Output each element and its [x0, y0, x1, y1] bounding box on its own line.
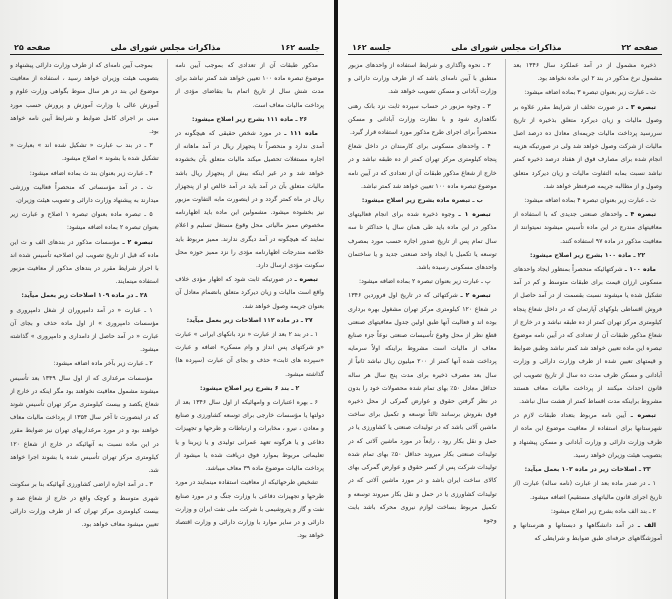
paragraph: [348, 100, 497, 140]
paragraph: [10, 181, 159, 207]
paragraph-text: وجوه ذخیره شده برای انجام فعالیتهای مذکور در این ماده باید طی همان سال یا حداکثر تا سه سال تمام پس از تاریخ صدور اجازه حسب مورد بمصرف توسعه یا تکمیل یا ایجاد واحد صنعتی جدید و یا ساختمان واحدهای مسکونی رسیده باشد.: [348, 211, 497, 272]
text-column: [175, 59, 324, 599]
paragraph-text: ۳ ـ در بند ب عبارت « تشکیل شده اند » بعبارت « تشکیل شده یا بشوند » اصلاح میشود.: [10, 142, 159, 163]
paragraph-text: ۴ ـ عبارت زیر بعنوان بند ث بماده اضافه میشود:: [29, 169, 153, 177]
paragraph: [513, 86, 662, 99]
page-header: [10, 38, 324, 55]
paragraph-text: در صورتیکه ثابت شود که اظهار مؤدی خلاف واقع است مالیات و زیان دیرکرد متعلق بانضمام معادل آن بعنوان جریمه وصول خواهد شد.: [175, 276, 324, 310]
paragraph-text: ۳ ـ وجوه مزبور در حساب سپرده ثابت نزد بانک رهنی نگاهداری شود و با نظارت وزارت آبادانی و مسکن منحصراً برای اجرای طرح مذکور مورد استفاده قرار گیرد.: [348, 102, 497, 137]
paragraph: [175, 396, 324, 475]
paragraph-text: در مورد شخص حقیقی که هیچگونه در آمدی ندارد و منحصراً تا پنجهزار ریال در آمد ماهانه از اجاره مستغلات تحصیل میکند مالیات متعلق بآن بخشوده خواهد شد و در غیر اینکه بیش از پنجهزار ریال باشد مالیات متعلق بآن در آمد باید در آمد خالص او از پنجهزار ریال در ماه کمتر گردد و در اینصورت مابه التفاوت مزبور نیز بخشوده میشود. مشمولین این ماده باید اظهارنامه مخصوص ممیز مالیاتی محل وقوع مستغل تسلیم و اعلام نمایند که هیچگونه در آمد دیگری ندارند. ممیز مربوط باید خلاصه مندرجات اظهارنامه مؤدی را نزد ممیز حوزه محل سکونت مؤدی ارسال دارد.: [175, 130, 324, 270]
paragraph: [348, 275, 497, 288]
paragraph: [10, 357, 159, 370]
paragraph-text: ۶ ـ بهره اعتبارات و وامهائیکه از اول سال ۱۳۴۶ بعد از دولتها یا مؤسسات خارجی برای توسعه کشاورزی و صنایع و معادن ، نیرو ، مخابرات و ارتباطات و طرحها و تجهیزات دفاعی و یا هرگونه تعهد عمرانی تولیدی و یا زیربنا و یا تعلیماتی مربوط بموارد فوق دریافت شده یا میشود از پرداخت مالیات موضوع ماده ۳۹ معاف میباشد.: [175, 399, 324, 473]
paragraph: [348, 289, 497, 527]
paragraph: [513, 505, 662, 518]
clause-label: تبصره ـ: [294, 276, 319, 284]
paragraph: [175, 59, 324, 112]
paragraph: [10, 167, 159, 180]
section-heading: [175, 382, 324, 395]
paragraph: [10, 139, 159, 165]
page-number: صفحه ۲۵: [14, 43, 51, 52]
paragraph-text: در صورت تخلف از شرایط مقرر علاوه بر وصول مالیات و زیان دیرکرد متعلق بذخیره از تاریخ سررسید پرداخت مالیات جریمه‌ای معادل ده درصد اصل مالیات از شرکت وصول خواهد شد ولی در صورتیکه هزینه انجام شده برای مصارف فوق از هفتاد درصد ذخیره کمتر نباشد نسبت بمابه التفاوت مالیات و زیان دیرکرد متعلق وصول و از مطالبه جریمه صرفنظر خواهد شد.: [513, 103, 662, 190]
paragraph: [513, 477, 662, 503]
paragraph-text: ۲ ـ عبارت زیر بآخر ماده اضافه میشود:: [53, 360, 153, 368]
paragraph-text: ۵ ـ تبصره ماده بعنوان تبصره ۱ اصلاح و عبارت زیر بعنوان تبصره ۲ بماده اضافه میشود:: [10, 211, 159, 232]
paragraph: [348, 140, 497, 193]
right-page: [338, 0, 672, 599]
clause-label: الف ـ: [637, 521, 656, 529]
paragraph-text: ۲۸ ـ در ماده ۱۰۹ اصلاحات زیر بعمل میآید:: [21, 292, 148, 300]
paragraph-text: مؤسسات مذکور در بندهای الف و ت این ماده که قبل از تاریخ تصویب این اصلاحیه تأسیس شده اند با احراز شرایط مقرر در بندهای مذکور از معافیت مزبور استفاده مینمایند.: [10, 238, 159, 286]
paragraph: [513, 194, 662, 207]
paragraph: [513, 208, 662, 248]
paragraph-text: ث ـ در آمد مؤسساتی که منحصراً فعالیت ورزشی میدارند به پیشنهاد وزارت دارائی و تصویب هیئت وزیران.: [10, 183, 159, 205]
paragraph: [513, 59, 662, 85]
paragraph-text: ۴ ـ واحدهای مسکونی برای کارمندان در داخل شعاع پنجاه کیلومتری مرکز تهران کمتر از ده طبقه نباشد و در خارج از شعاع مذکور طبقات آن از تعدادی که در آیین نامه موضوع تبصره ماده ۱۰۰ تعیین خواهد شد کمتر نباشد.: [348, 143, 497, 190]
clause-label: ماده ۱۰۰ ـ: [624, 266, 656, 274]
paragraph: [513, 101, 662, 193]
paragraph-text: ۳ ـ در آمد اجاره اراضی کشاورزی آنهائیکه بنا بر سکونت شهری متوسط و کوچک واقع در خارج از شعاع صد و بیست کیلومتری مرکز تهران که از طرف وزارت دارائی تعیین میشود معاف خواهد بود.: [10, 481, 159, 528]
clause-label: تبصره ۱ ـ: [458, 211, 491, 219]
paragraph-text: ب ـ تبصره ماده بشرح زیر اصلاح میشود:: [361, 197, 483, 205]
paragraph-text: آیین نامه مربوط بتعداد طبقات لازم در شهرستانها برای استفاده از معافیت موضوع این ماده از طرف وزارت دارائی و وزارت آبادانی و مسکن پیشنهاد و بتصویب هیئت وزیران خواهد رسید.: [513, 412, 662, 459]
clause-label: ماده ۱۱۱ ـ: [284, 130, 319, 138]
paragraph-text: ۱ ـ در بند ۲ بعد از عبارت « نزد بانکهای ایرانی » عبارت «و شرکتهای پس انداز و وام مسکن» اضافه و عبارت «سپرده های ثابت» حذف و بجای آن عبارت (سپرده ها) گذاشته میشود.: [175, 331, 324, 378]
paragraph: [175, 273, 324, 313]
clause-label: تبصره ۴ ـ: [625, 211, 657, 219]
section-heading: [175, 113, 324, 126]
paragraph-text: ۲۷ ـ در ماده ۱۱۲ اصلاحات زیر بعمل میآید:: [186, 316, 313, 324]
paragraph-text: ۲۶ ـ ماده ۱۱۱ بشرح زیر اصلاح میشود:: [192, 115, 308, 123]
section-heading: [513, 249, 662, 262]
paragraph-text: ۲ ـ بند ۶ بشرح زیر اصلاح میشود:: [199, 384, 300, 392]
paragraph: [10, 372, 159, 478]
paragraph: [513, 409, 662, 462]
section-heading: [175, 314, 324, 327]
text-column: [10, 59, 159, 599]
paragraph: [348, 208, 497, 274]
column-divider: [167, 59, 168, 599]
page-header: [348, 38, 662, 55]
paragraph: [10, 236, 159, 289]
paragraph-text: پ ـ عبارت زیر بعنوان تبصره ۲ بماده اضافه میشود:: [358, 278, 491, 286]
column-divider: [505, 59, 506, 599]
paragraph-text: واحدهای صنعتی جدیدی که با استفاده از معافیتهای مندرج در این ماده تأسیس میشوند نمیتوانند از معافیت مذکور در ماده ۹۷ استفاده کنند.: [513, 211, 662, 245]
section-heading: [10, 289, 159, 302]
session-label: جلسه ۱۶۲: [280, 43, 320, 52]
paragraph: [175, 127, 324, 272]
paragraph-text: ۲۲ ـ ماده ۱۰۰ بشرح زیر اصلاح میشود:: [530, 251, 646, 259]
paragraph-text: ۲۳ ـ اصلاحات زیر در ماده ۱۰۲ بعمل میآید:: [524, 466, 651, 474]
page-title: مذاکرات مجلس شورای ملی: [451, 43, 562, 52]
paragraph-text: ذخیره مشمول از در آمد عملکرد سال ۱۳۴۶ بعد مشمول نرخ مذکور در بند ۲ این ماده نخواهد بود.: [513, 62, 662, 83]
paragraph-text: ۱ ـ در صدر ماده بعد از عبارت (نامه ساله) عبارت (از تاریخ اجرای قانون مالیاتهای مستقیم) اضافه میشود.: [513, 480, 662, 501]
paragraph-text: مؤسسات مرغداری که از اول سال ۱۳۴۹ بعد تأسیس میشوند مشمول معافیت نخواهند بود مگر اینکه در خارج از شعاع یکصد و بیست کیلومتری مرکز تهران تأسیس شوند که در اینصورت تا آخر سال ۱۳۵۴ از پرداخت مالیات معاف خواهند بود و در مورد مرغداریهای تهران نیز ضوابط مقرر در این ماده نسبت به آنهائیکه در خارج از شعاع ۱۲۰ کیلومتری مرکز تهران تأسیس شده یا بشوند اجرا خواهد شد.: [10, 374, 159, 475]
clause-label: تبصره ۲ ـ: [460, 292, 491, 300]
paragraph-text: ۲ ـ بند الف ماده بشرح زیر اصلاح میشود:: [550, 507, 656, 515]
paragraph-text: ۱ ـ عبارت « در آمد دامپروران از شغل دامپروری و مؤسسات دامپروری » از اول ماده حذف و بجای آن عبارت « در آمد حاصل از دامداری و دامپروری » گذاشته میشود.: [10, 306, 159, 354]
section-heading: [348, 194, 497, 207]
paragraph: [10, 478, 159, 531]
column-group: [348, 59, 662, 599]
paragraph-text: تشخیص طرحهائیکه از معافیت استفاده مینمایند در مورد طرحها و تجهیزات دفاعی با وزارت جنگ و در مورد صنایع نفت و گاز و پتروشیمی با شرکت ملی نفت ایران و وزارت دارائی و در سایر موارد با وزارت دارائی و وزارت اقتصاد خواهد بود.: [175, 479, 324, 540]
paragraph-text: مذکور طبقات آن از تعدادی که بموجب آیین نامه موضوع تبصره ماده ۱۰۰ تعیین خواهد شد کمتر نباشد برای مدت شش سال از تاریخ اتمام بنا بتقاضای مؤدی از پرداخت مالیات معاف است.: [175, 62, 324, 109]
clause-label: تبصره ۲ ـ: [122, 238, 153, 246]
paragraph-text: ث ـ عبارت زیر بعنوان تبصره ۳ بماده اضافه میشود:: [524, 89, 656, 97]
page-title: مذاکرات مجلس شورای ملی: [110, 43, 221, 52]
paragraph: [175, 328, 324, 381]
paragraph: [10, 59, 159, 138]
paragraph-text: شرکتهائیکه منحصراً بمنظور ایجاد واحدهای مسکونی ارزان قیمت برای طبقات متوسط و کم در آمد تشکیل شده یا میشوند نسبت بقسمت از در آمد حاصل از فروش اقساطی بلوکهای آپارتمان که در داخل شعاع پنجاه کیلومتری مرکز تهران کمتر از ده طبقه نباشد و در خارج از شعاع مذکور طبقات آن از تعدادی که در آیین نامه موضوع تبصره این ماده تعیین خواهد شد کمتر نباشد وطبق ضوابط و قیمتهای تعیین شده از طرف وزارت دارائی و وزارت آبادانی و مسکن ظرف مدت ده سال از تاریخ تصویب این قانون احداث میکنند از پرداخت مالیات معاف هستند مشروط براینکه مدت اقساط کمتر از هشت سال نباشد.: [513, 266, 662, 406]
paragraph: [513, 263, 662, 408]
clause-label: تبصره ۳ ـ: [625, 103, 656, 111]
clause-label: تبصره ـ: [630, 412, 656, 420]
paragraph-text: بموجب آیین نامه‌ای که از طرف وزارت دارائی پیشنهاد و بتصویب هیئت وزیران خواهد رسید ، استفاده از معافیت موضوع این بند در هر سال منوط بگواهی وزارت علوم و آموزش عالی یا وزارت آموزش و پرورش حسب مورد مبنی بر اجرای کامل ضوابط و شرایط آیین نامه خواهد بود.: [10, 62, 159, 136]
left-page: [0, 0, 334, 599]
paragraph: [513, 519, 662, 545]
paragraph: [175, 476, 324, 542]
text-column: [348, 59, 497, 599]
paragraph: [10, 304, 159, 357]
text-column: [513, 59, 662, 599]
section-heading: [513, 463, 662, 476]
paragraph-text: شرکتهائی که در تاریخ اول فروردین ۱۳۴۶ در شعاع ۱۲۰ کیلومتری مرکز تهران مشغول بهره برداری بوده اند و فعالیت آنها طبق اولین جدول معافیتهای صنعتی قطع نظر از محل وقوع تأسیسات صنعتی نوعاً جزء صنایع معاف از مالیات است مشروط براینکه اولاً سرمایه پرداخت شده آنها کمتر از ۲۰۰ میلیون ریال نباشد ثانیاً از سال بعد مصرف ذخیره برای مدت پنج سال هر ساله حداقل معادل ۵۰٪ بهای تمام شده محصولات خود را بدون در نظر گرفتن حقوق و عوارض گمرکی از محل ذخیره فوق بفروش برسانند ثالثاً توسعه و تکمیل برای ساخت ماشین آلاتی باشد که در تولیدات صنعتی یا کشاورزی یا در حمل و نقل بکار رود ، رابعاً در مورد ماشین آلاتی که در تولیدات صنعتی بکار میروند حداقل ۵۰٪ بهای تمام شده تولیدات شرکت پس از کسر حقوق و عوارض گمرکی بهای کالای ساخت ایران باشد و در مورد ماشین آلاتی که در تولیدات کشاورزی یا در حمل و نقل بکار میروند توسعه و تکمیل مربوط بساخت لوازم نیروی محرکه باشد بابت وجوه: [348, 292, 497, 524]
paragraph: [10, 208, 159, 234]
session-label: جلسه ۱۶۲: [352, 43, 392, 52]
paragraph-text: ث ـ عبارت زیر بعنوان تبصره ۴ بماده اضافه میشود:: [524, 197, 656, 205]
column-group: [10, 59, 324, 599]
paragraph-text: در آمد دانشگاهها و دبستانها و هنرستانها و آموزشگاههای حرفه‌ای طبق ضوابط و شرایطی که: [513, 521, 662, 543]
paragraph-text: ۲ ـ نحوه واگذاری و شرایط استفاده از واحدهای مزبور منطبق با آیین نامه‌ای باشد که از طرف وزارت دارائی و وزارت آبادانی و مسکن تصویب خواهد شد.: [348, 62, 497, 96]
page-number: صفحه ۲۲: [621, 43, 658, 52]
paragraph: [348, 59, 497, 99]
